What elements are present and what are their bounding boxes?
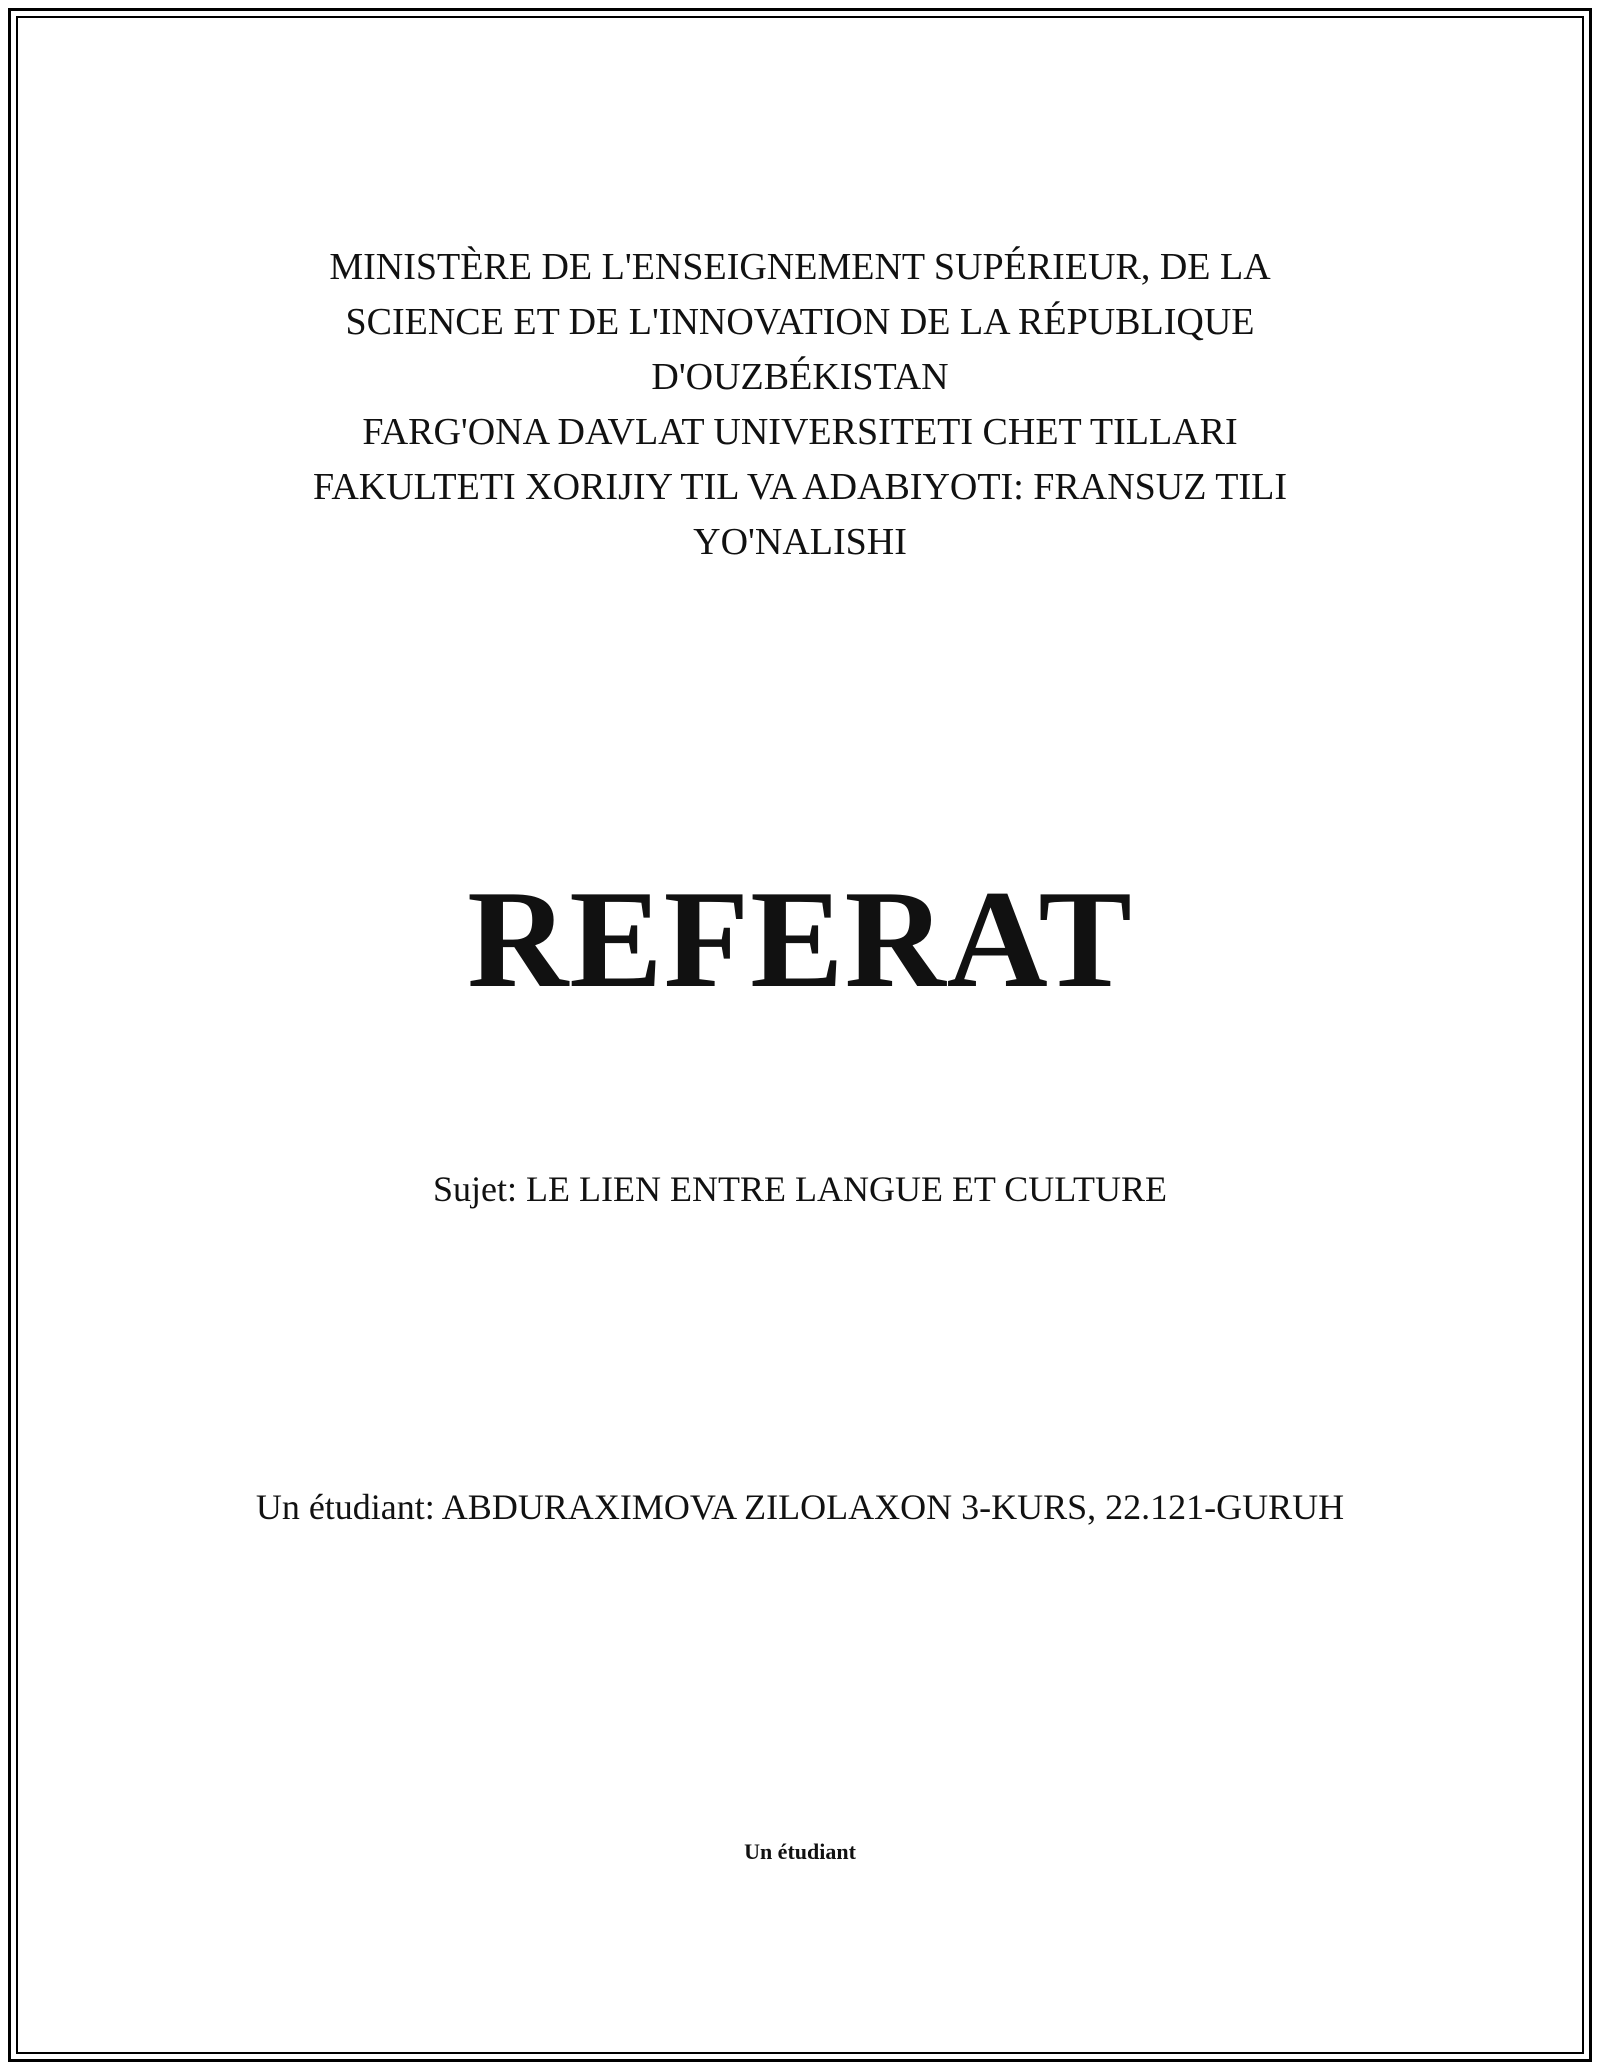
header-line: YO'NALISHI	[693, 521, 907, 563]
header-line: MINISTÈRE DE L'ENSEIGNEMENT SUPÉRIEUR, DE LA	[329, 246, 1271, 288]
institution-header	[200, 240, 1400, 570]
subject-line: Sujet: LE LIEN ENTRE LANGUE ET CULTURE	[433, 1169, 1167, 1209]
header-line: SCIENCE ET DE L'INNOVATION DE LA RÉPUBLIQUE	[345, 301, 1255, 343]
student-info: Un étudiant: ABDURAXIMOVA ZILOLAXON 3-KURS, 22.121-GURUH	[255, 1487, 1345, 1527]
footer-label: Un étudiant	[744, 1839, 856, 1864]
header-line: FAKULTETI XORIJIY TIL VA ADABIYOTI: FRANSUZ TILI	[313, 466, 1287, 508]
document-title: REFERAT	[467, 862, 1133, 1017]
header-line: D'OUZBÉKISTAN	[651, 356, 949, 398]
header-line: FARG'ONA DAVLAT UNIVERSITETI CHET TILLARI	[362, 411, 1238, 453]
